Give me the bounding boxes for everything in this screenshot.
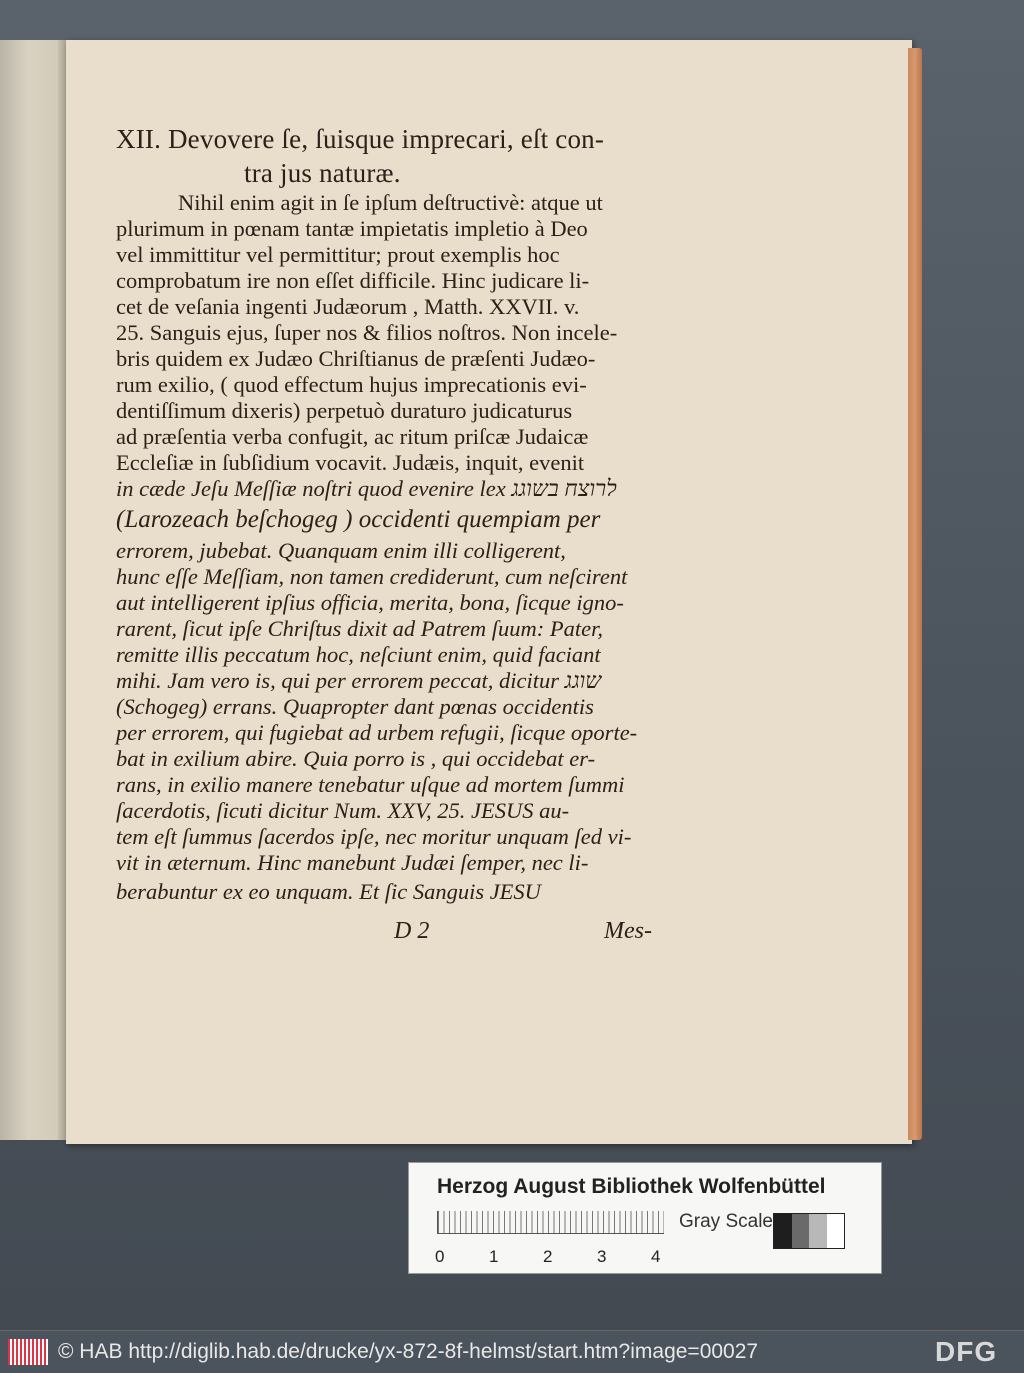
swatch-white — [827, 1214, 845, 1248]
gray-scale-label: Gray Scale — [679, 1211, 773, 1232]
text-line: plurimum in pœnam tantæ impietatis impletio à Deo — [116, 216, 588, 241]
text-line: rans, in exilio manere tenebatur uſque ad mortem ſummi — [116, 772, 625, 797]
text-line: cet de veſania ingenti Judæorum , Matth. XXVII. v. — [116, 294, 580, 319]
heading-line-1: XII. Devovere ſe, ſuisque imprecari, eſt con- — [116, 124, 605, 154]
text-line: ſacerdotis, ſicuti dicitur Num. XXV, 25. JESUS au- — [116, 798, 570, 823]
text-line: dentiſſimum dixeris) perpetuò duraturo judicaturus — [116, 398, 573, 423]
text-line: Eccleſiæ in ſubſidium vocavit. Judæis, inquit, evenit — [116, 450, 585, 475]
catchword: Mes- — [604, 918, 652, 944]
text-line: hunc eſſe Meſſiam, non tamen crediderunt, cum neſcirent — [116, 564, 628, 589]
ruler-number: 4 — [651, 1247, 661, 1266]
ruler-numbers — [431, 1247, 691, 1267]
text-line: ad præſentia verba confugit, ac ritum priſcæ Judaicæ — [116, 424, 589, 449]
text-line: aut intelligerent ipſius officia, merita, bona, ſicque igno- — [116, 590, 624, 615]
gray-scale-target — [408, 1162, 882, 1274]
barcode-icon — [8, 1339, 48, 1365]
text-line: tem eſt ſummus ſacerdos ipſe, nec moritur unquam ſed vi- — [116, 824, 632, 849]
text-line: (Larozeach beſchogeg ) occidenti quempiam per — [116, 506, 601, 533]
page-text — [116, 122, 696, 950]
text-line: rarent, ſicut ipſe Chriſtus dixit ad Patrem ſuum: Pater, — [116, 616, 604, 641]
text-line: vit in æternum. Hinc manebunt Judæi ſemper, nec li- — [116, 850, 589, 875]
source-url[interactable]: © HAB http://diglib.hab.de/drucke/yx-872-8f-helmst/start.htm?image=00027 — [58, 1340, 759, 1363]
text-line: per errorem, qui fugiebat ad urbem refugii, ſicque oporte- — [116, 720, 638, 745]
text-line: remitte illis peccatum hoc, neſciunt enim, quid faciant — [116, 642, 601, 667]
signature-mark: D 2 — [394, 918, 430, 944]
heading-line-2: tra jus naturæ. — [244, 158, 401, 188]
gray-swatches — [773, 1213, 845, 1249]
viewer-footer-bar — [0, 1330, 1024, 1373]
ruler-number: 2 — [543, 1247, 553, 1266]
library-name: Herzog August Bibliothek Wolfenbüttel — [437, 1175, 826, 1198]
text-line: rum exilio, ( quod effectum hujus imprecationis evi- — [116, 372, 587, 397]
swatch-dark-gray — [792, 1214, 810, 1248]
page-edge — [908, 48, 922, 1140]
dfg-logo: DFG — [935, 1336, 998, 1367]
text-line: comprobatum ire non eſſet difficile. Hinc judicare li- — [116, 268, 590, 293]
section-heading — [116, 122, 696, 190]
text-line: 25. Sanguis ejus, ſuper nos & filios noſtros. Non incele- — [116, 320, 618, 345]
swatch-black — [774, 1214, 792, 1248]
text-line: bris quidem ex Judæo Chriſtianus de præſenti Judæo- — [116, 346, 596, 371]
ruler-number: 1 — [489, 1247, 499, 1266]
ruler-number: 0 — [435, 1247, 445, 1266]
text-line: vel immittitur vel permittitur; prout exemplis hoc — [116, 242, 560, 267]
text-line: berabuntur ex eo unquam. Et ſic Sanguis JESU — [116, 879, 541, 904]
text-line: (Schogeg) errans. Quapropter dant pœnas occidentis — [116, 694, 594, 719]
text-line: mihi. Jam vero is, qui per errorem peccat, dicitur שוגג — [116, 668, 602, 693]
swatch-light-gray — [809, 1214, 827, 1248]
text-line: Nihil enim agit in ſe ipſum deſtructivè: atque ut — [178, 190, 603, 215]
text-line: bat in exilium abire. Quia porro is , qui occidebat er- — [116, 746, 596, 771]
text-line: in cæde Jeſu Meſſiæ noſtri quod evenire lex לרוצח בשוגג — [116, 476, 617, 501]
page-footer — [116, 916, 696, 950]
ruler-number: 3 — [597, 1247, 607, 1266]
text-line: errorem, jubebat. Quanquam enim illi colligerent, — [116, 538, 566, 563]
scale-ruler — [437, 1211, 664, 1234]
